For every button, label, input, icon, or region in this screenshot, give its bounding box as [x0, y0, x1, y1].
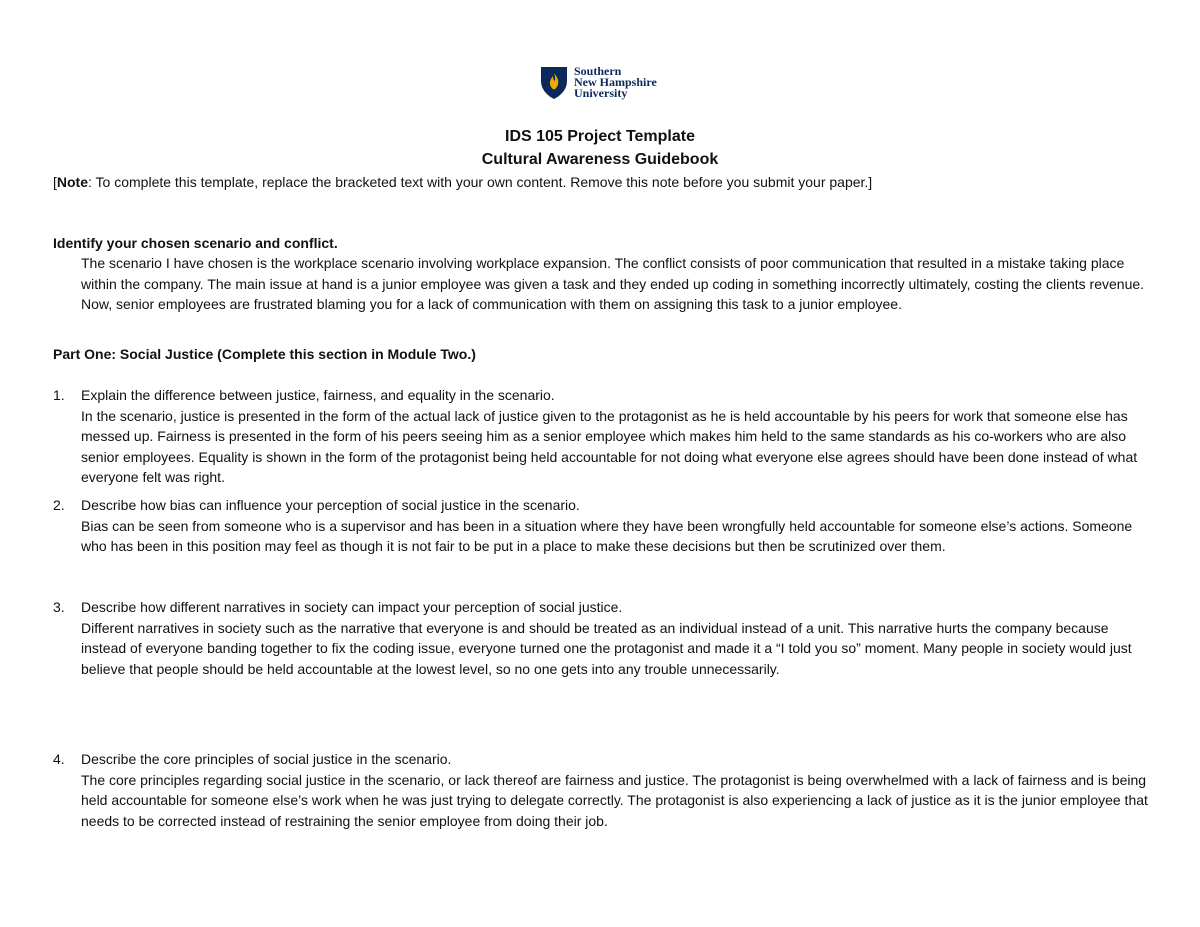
question-text: Describe how different narratives in society can impact your perception of social justice.: [81, 599, 623, 615]
logo-line-1: Southern: [574, 64, 622, 78]
document-subtitle: Cultural Awareness Guidebook: [481, 151, 719, 168]
question-item-1: [53, 385, 1156, 488]
item-number: 1.: [53, 387, 65, 403]
question-item-4: [53, 749, 1156, 831]
university-logo: [540, 66, 657, 100]
scenario-text: The scenario I have chosen is the workplace scenario involving workplace expansion. The conflict consists of poor communication that resulted in a mistake taking place within the company. The main issue at hand is a junior employee was given a task and they ended up coding in something incorrectly ultimately, costing the clients revenue. Now, senior employees are frustrated blaming you for a lack of communication with them on assigning this task to a junior employee.: [81, 255, 1145, 312]
question-item-2: [53, 495, 1156, 557]
note-open-bracket: [: [53, 174, 57, 190]
item-number: 3.: [53, 599, 65, 615]
shield-flame-icon: [540, 66, 568, 100]
answer-text: Bias can be seen from someone who is a supervisor and has been in a situation where they have been wrongfully held accountable for someone else’s actions. Someone who has been in this position may feel as though it is not fair to be put in a place to make these decisions but then be scrutinized over them.: [81, 517, 1133, 554]
part-one-heading: Part One: Social Justice (Complete this section in Module Two.): [53, 346, 476, 362]
question-item-3: [53, 597, 1156, 679]
note-text: : To complete this template, replace the bracketed text with your own content. Remove this note before you submit your paper.]: [88, 174, 873, 190]
question-text: Describe the core principles of social justice in the scenario.: [81, 751, 452, 767]
scenario-heading: Identify your chosen scenario and conflict.: [53, 235, 338, 251]
answer-text: Different narratives in society such as the narrative that everyone is and should be treated as an individual instead of a unit. This narrative hurts the company because instead of everyone banding together to fix the coding issue, everyone turned one the protagonist and made it a “I told you so” moment. Many people in society would just believe that people should be held accountable at the lowest level, so no one gets into any trouble unnecessarily.: [81, 619, 1132, 677]
answer-text: The core principles regarding social justice in the scenario, or lack thereof are fairness and justice. The protagonist is being overwhelmed with a lack of fairness and is being held accountable for someone else’s work when he was just trying to delegate correctly. The protagonist is also experiencing a lack of justice as it is the junior employee that needs to be corrected instead of restraining the senior employee from doing their job.: [81, 771, 1148, 829]
question-text: Describe how bias can influence your perception of social justice in the scenario.: [81, 497, 580, 513]
answer-text: In the scenario, justice is presented in the form of the actual lack of justice given to the protagonist as he is held accountable by his peers for work that someone else has messed up. Fairness is presented in the form of his peers seeing him as a senior employee which makes him held to the same standards as his co-workers who are also senior employees. Equality is shown in the form of the protagonist being held accountable for not doing what everyone else agrees should have been done instead of what everyone felt was right.: [81, 407, 1138, 485]
note-label: Note: [56, 174, 89, 190]
logo-line-2: New Hampshire: [574, 75, 657, 89]
item-number: 2.: [53, 497, 65, 513]
logo-wordmark: [574, 66, 657, 99]
question-text: Explain the difference between justice, fairness, and equality in the scenario.: [81, 387, 555, 403]
document-title: IDS 105 Project Template: [505, 128, 695, 145]
logo-line-3: University: [574, 86, 628, 100]
template-note: [53, 173, 872, 191]
item-number: 4.: [53, 751, 65, 767]
